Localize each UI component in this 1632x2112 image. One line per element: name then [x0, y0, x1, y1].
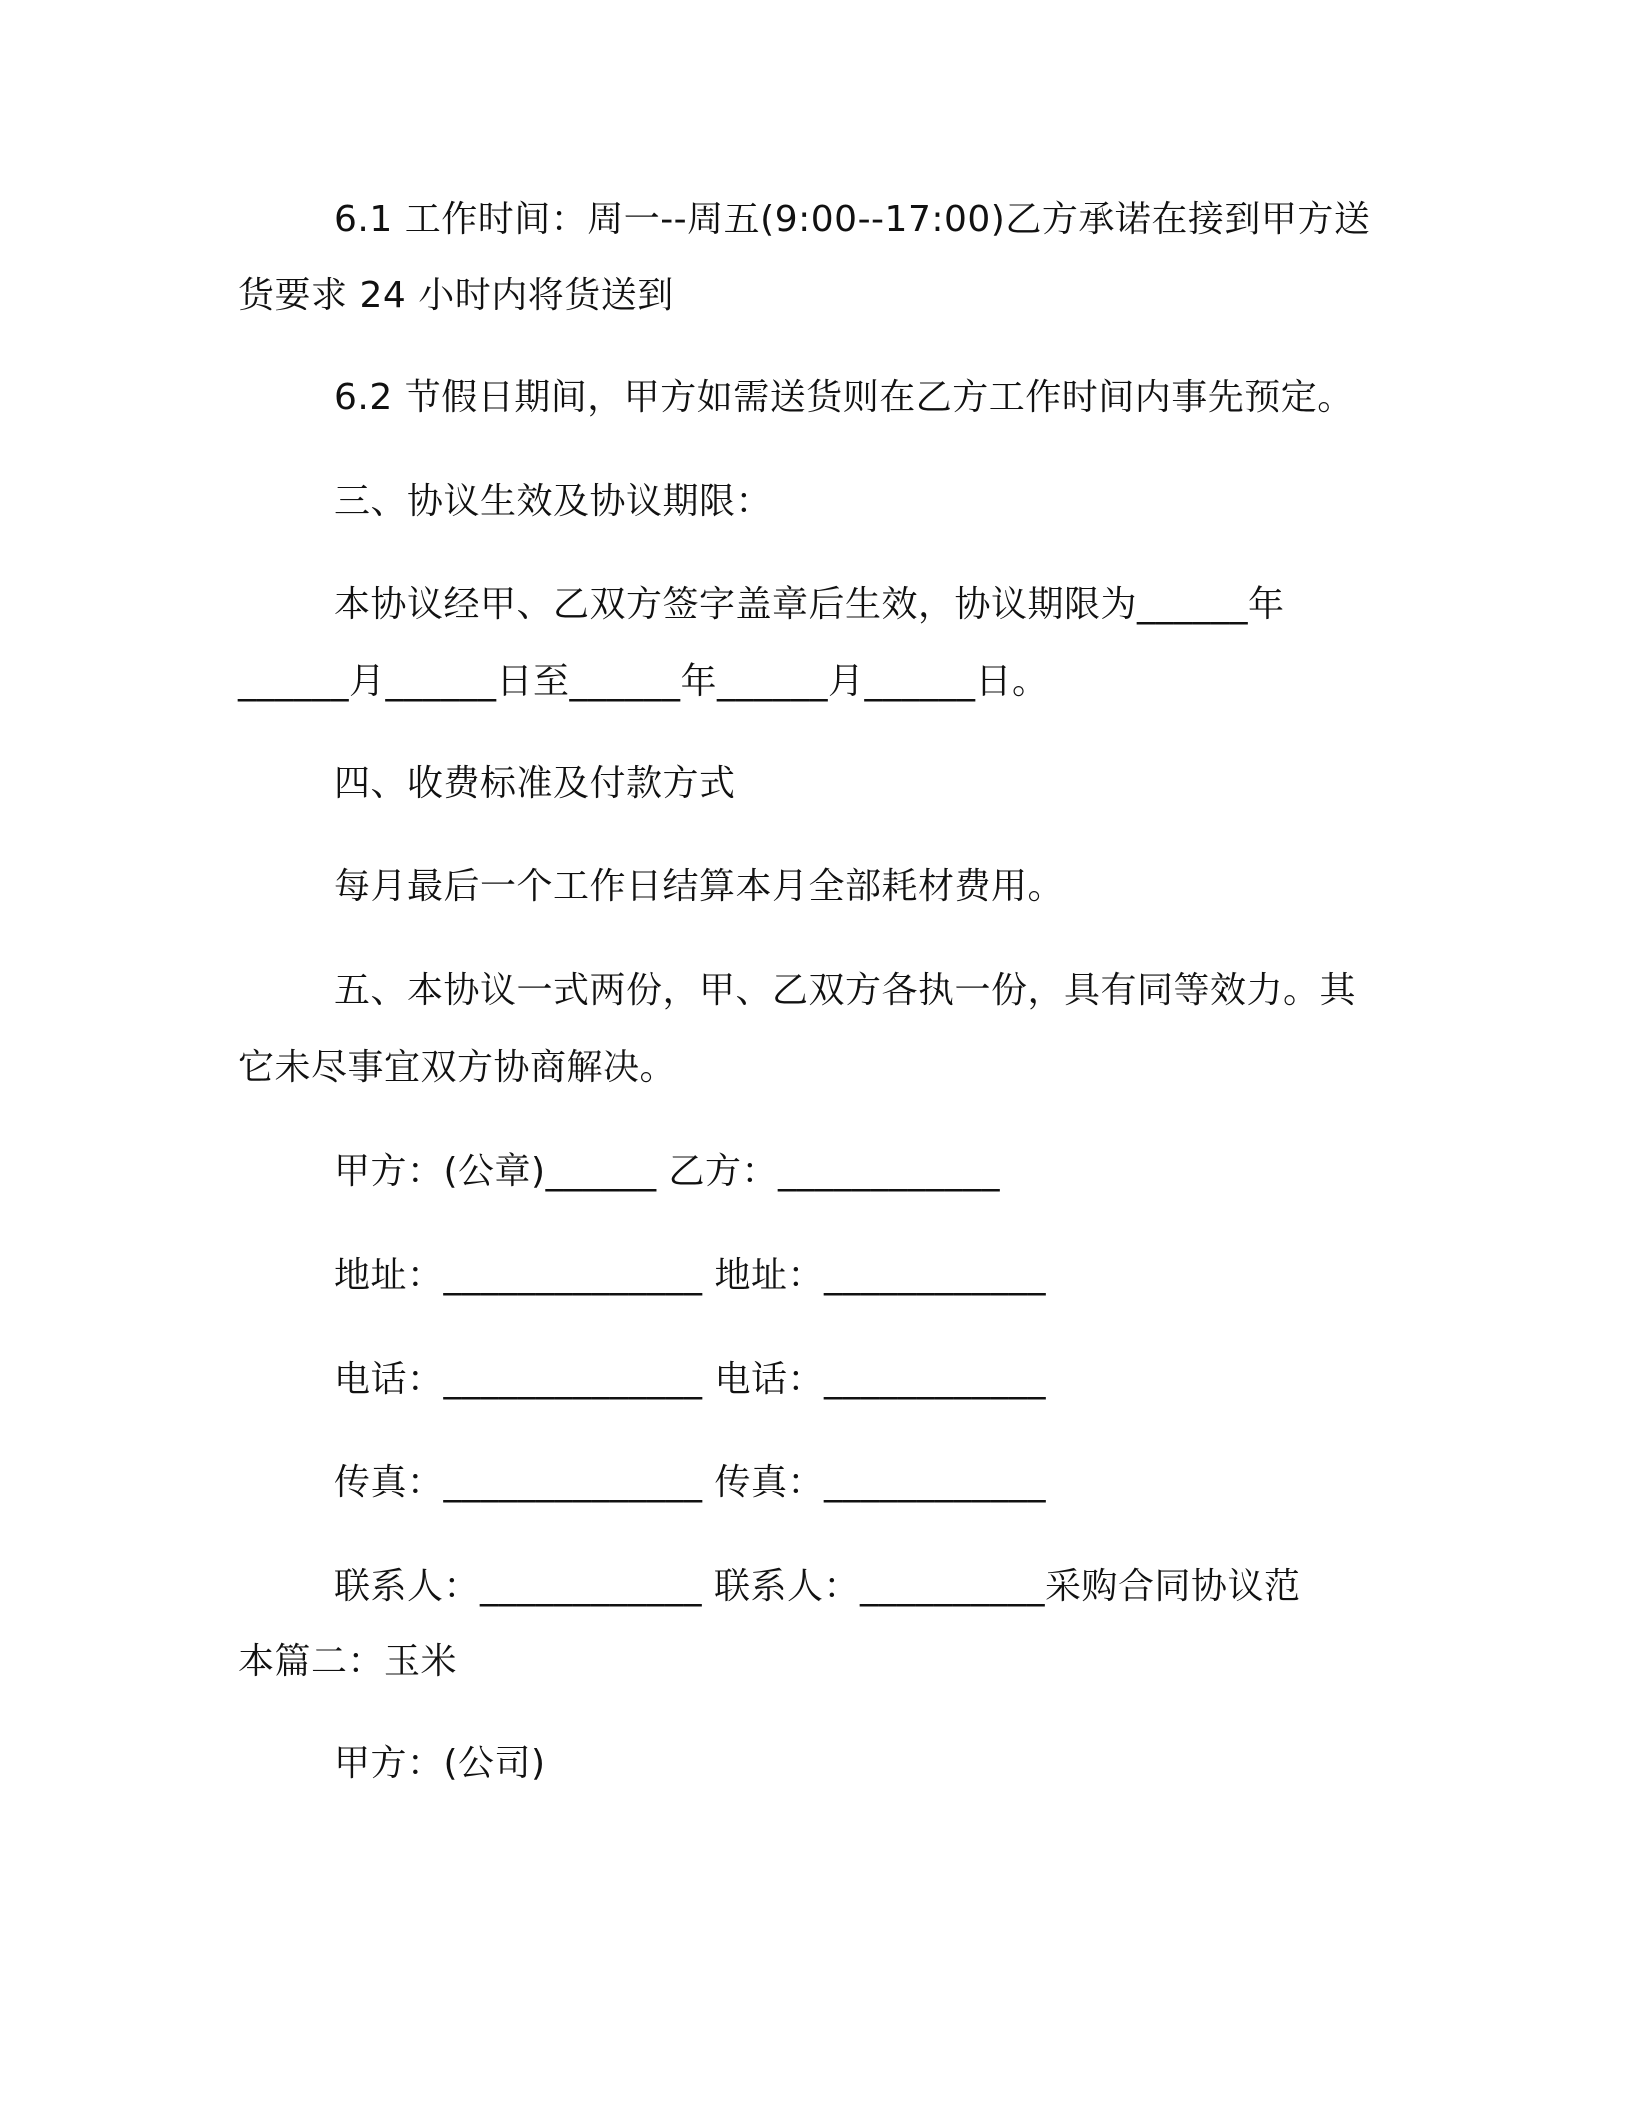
- address-line: 地址：______________ 地址：____________: [334, 1255, 1046, 1296]
- term-text-line-1: 本协议经甲、乙双方签字盖章后生效，协议期限为______年: [334, 584, 1285, 625]
- clause-6-1-line-2: 货要求 24 小时内将货送到: [238, 275, 674, 316]
- clause-5-line-1: 五、本协议一式两份，甲、乙双方各执一份，具有同等效力。其: [334, 970, 1357, 1011]
- party-a-company: 甲方：(公司): [334, 1743, 546, 1784]
- contact-line-2: 本篇二：玉米: [238, 1641, 458, 1682]
- section-heading-3: 三、协议生效及协议期限：: [334, 481, 773, 522]
- term-text-line-2: ______月______日至______年______月______日。: [238, 661, 1049, 702]
- section-heading-4: 四、收费标准及付款方式: [334, 763, 736, 804]
- clause-6-1-line-1: 6.1 工作时间：周一--周五(9:00--17:00)乙方承诺在接到甲方送: [334, 199, 1371, 240]
- party-line: 甲方：(公章)______ 乙方：____________: [334, 1151, 1001, 1192]
- contact-line-1: 联系人：____________ 联系人：__________采购合同协议范: [334, 1566, 1301, 1607]
- payment-text: 每月最后一个工作日结算本月全部耗材费用。: [334, 866, 1065, 907]
- phone-line: 电话：______________ 电话：____________: [334, 1359, 1046, 1400]
- clause-5-line-2: 它未尽事宜双方协商解决。: [238, 1047, 677, 1088]
- clause-6-2: 6.2 节假日期间，甲方如需送货则在乙方工作时间内事先预定。: [334, 377, 1354, 418]
- fax-line: 传真：______________ 传真：____________: [334, 1462, 1046, 1503]
